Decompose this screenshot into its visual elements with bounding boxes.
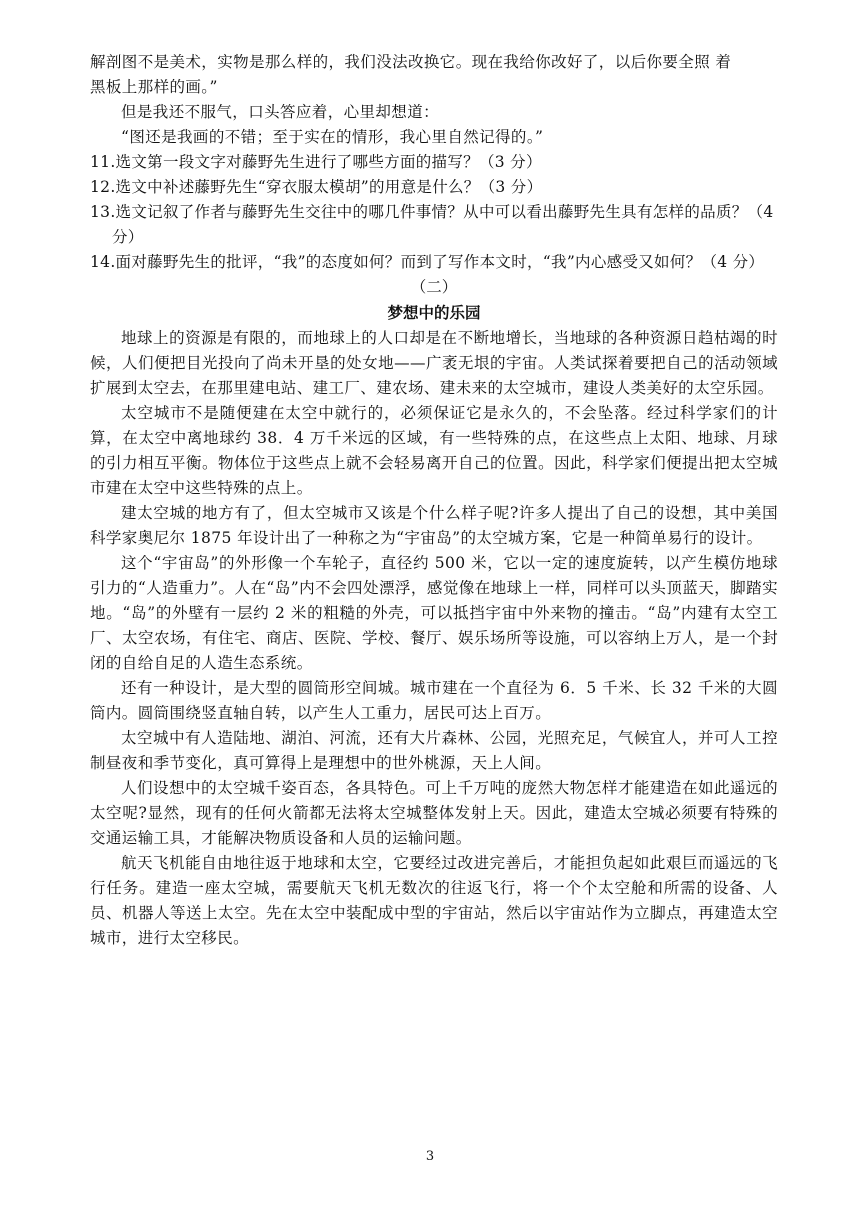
question-13: 13.选文记叙了作者与藤野先生交往中的哪几件事情？从中可以看出藤野先生具有怎样的品质？（4 分） xyxy=(90,203,774,246)
question-11: 11.选文第一段文字对藤野先生进行了哪些方面的描写？（3 分） xyxy=(90,153,542,171)
article-paragraph: 地球上的资源是有限的，而地球上的人口却是在不断地增长，当地球的各种资源日趋枯竭的时候，人们便把目光投向了尚未开垦的处女地——广袤无垠的宇宙。人类试探着要把自己的活动领域扩展到太空去，在那里建电站、建工厂、建农场、建未来的太空城市，建设人类美好的太空乐园。 xyxy=(90,329,778,397)
article-paragraph: 还有一种设计，是大型的圆筒形空间城。城市建在一个直径为 6．5 千米、长 32 千米的大圆筒内。圆筒围绕竖直轴自转，以产生人工重力，居民可达上百万。 xyxy=(90,679,778,722)
question-12: 12.选文中补述藤野先生“穿衣服太模胡”的用意是什么？（3 分） xyxy=(90,178,543,196)
prior-text-line: 解剖图不是美术，实物是那么样的，我们没法改换它。现在我给你改好了，以后你要全照 着 xyxy=(90,53,732,71)
prior-text-line: “图还是我画的不错；至于实在的情形，我心里自然记得的。” xyxy=(121,128,544,146)
prior-text-line: 黑板上那样的画。” xyxy=(90,78,218,96)
article-paragraph: 航天飞机能自由地往返于地球和太空，它要经过改进完善后，才能担负起如此艰巨而遥远的飞行任务。建造一座太空城，需要航天飞机无数次的往返飞行，将一个个太空舱和所需的设备、人员、机器人等送上太空。先在太空中装配成中型的宇宙站，然后以宇宙站作为立脚点，再建造太空城市，进行太空移民。 xyxy=(90,854,778,947)
article-paragraph: 这个“宇宙岛”的外形像一个车轮子，直径约 500 米，它以一定的速度旋转，以产生模仿地球引力的“人造重力”。人在“岛”内不会四处漂浮，感觉像在地球上一样，同样可以头顶蓝天，脚踏实地。“岛”的外壁有一层约 2 米的粗糙的外壳，可以抵挡宇宙中外来物的撞击。“岛”内建有太空工厂、太空农场，有住宅、商店、医院、学校、餐厅、娱乐场所等设施，可以容纳上万人，是一个封闭的自给自足的人造生态系统。 xyxy=(90,554,778,672)
article-paragraph: 太空城中有人造陆地、湖泊、河流，还有大片森林、公园，光照充足，气候宜人，并可人工控制昼夜和季节变化，真可算得上是理想中的世外桃源，天上人间。 xyxy=(90,729,778,772)
article-paragraph: 太空城市不是随便建在太空中就行的，必须保证它是永久的，不会坠落。经过科学家们的计算，在太空中离地球约 38．4 万千米远的区域，有一些特殊的点，在这些点上太阳、地球、月球的引力相互平衡。物体位于这些点上就不会轻易离开自己的位置。因此，科学家们便提出把太空城市建在太空中这些特殊的点上。 xyxy=(90,404,778,497)
section-label: （二） xyxy=(410,278,458,296)
prior-text-line: 但是我还不服气，口头答应着，心里却想道： xyxy=(121,103,440,121)
article-paragraph: 建太空城的地方有了，但太空城市又该是个什么样子呢?许多人提出了自己的设想，其中美国科学家奥尼尔 1875 年设计出了一种称之为“宇宙岛”的太空城方案，它是一种简单易行的设计。 xyxy=(90,504,778,547)
document-page xyxy=(90,50,778,951)
article-title: 梦想中的乐园 xyxy=(387,304,481,322)
question-14: 14.面对藤野先生的批评，“我”的态度如何？而到了写作本文时，“我”内心感受又如何？（4 分） xyxy=(90,253,765,271)
page-number: 3 xyxy=(425,1149,435,1164)
article-paragraph: 人们设想中的太空城千姿百态，各具特色。可上千万吨的庞然大物怎样才能建造在如此遥远的太空呢?显然，现有的任何火箭都无法将太空城整体发射上天。因此，建造太空城必须要有特殊的交通运输工具，才能解决物质设备和人员的运输问题。 xyxy=(90,779,778,847)
